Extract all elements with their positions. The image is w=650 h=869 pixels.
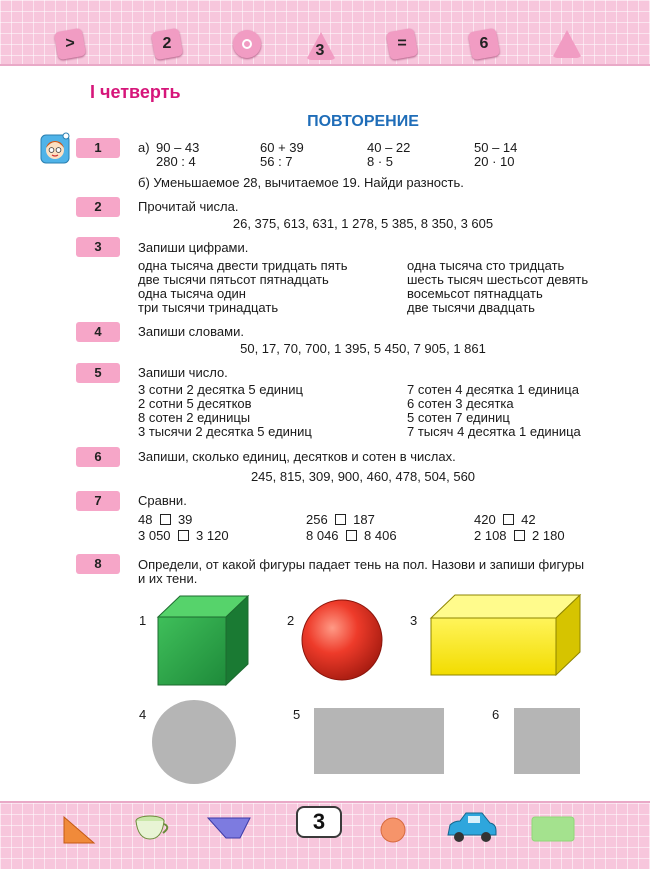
task6-numbers: 245, 815, 309, 900, 460, 478, 504, 560 [250,469,476,484]
list-item: восемьсот пятнадцать [407,286,543,301]
task3-instruction: Запиши цифрами. [138,240,249,255]
compare-box[interactable] [503,514,514,525]
compare-box[interactable] [160,514,171,525]
figure-label: 3 [410,613,418,628]
task-number-5: 5 [76,363,120,383]
list-item: шесть тысяч шестьсот девять [407,272,589,287]
gray-square-shadow [514,708,580,774]
parallelogram-icon [206,815,252,841]
task4-instruction: Запиши словами. [138,324,244,339]
compare-box[interactable] [346,530,357,541]
task7-instruction: Сравни. [138,493,187,508]
task8-instruction-line1: Определи, от какой фигуры падает тень на пол. Назови и запиши фигуры [138,557,585,572]
ball-icon [378,815,408,845]
list-item: две тысячи пятьсот пятнадцать [138,272,329,287]
list-item: 5 сотен 7 единиц [407,410,510,425]
arrow-right-icon: > [56,30,84,58]
compare-pair: 420 42 [474,512,536,527]
expression: 8 · 5 [367,154,394,169]
compare-pair: 3 050 3 120 [138,528,229,543]
car-icon [444,807,500,847]
gray-rectangle-shadow [314,708,444,774]
list-item: одна тысяча двести тридцать пять [138,258,348,273]
list-item: 3 сотни 2 десятка 5 единиц [138,382,303,397]
figure-label: 6 [492,707,500,722]
list-item: одна тысяча один [138,286,246,301]
task-number-3: 3 [76,237,120,257]
task-number-7: 7 [76,491,120,511]
compare-pair: 2 108 2 180 [474,528,565,543]
figures-area [0,590,650,790]
header-band [0,0,650,66]
compare-pair: 256 187 [306,512,375,527]
figure-label: 2 [287,613,295,628]
task5-instruction: Запиши число. [138,365,228,380]
red-sphere [302,600,382,680]
task-number-4: 4 [76,322,120,342]
expression: 50 – 14 [474,140,518,155]
task2-instruction: Прочитай числа. [138,199,239,214]
compare-box[interactable] [178,530,189,541]
task-number-2: 2 [76,197,120,217]
six-icon: 6 [470,30,498,58]
cup-icon [133,811,171,845]
triangle-icon [58,813,98,847]
quarter-heading: I четверть [90,82,181,102]
task-number-6: 6 [76,447,120,467]
equals-icon: = [388,30,416,58]
teacher-icon [40,132,70,164]
three-icon: 3 [306,32,334,60]
section-title: ПОВТОРЕНИЕ [307,113,419,130]
two-icon: 2 [153,30,181,58]
expression: 90 – 43 [156,140,200,155]
list-item: одна тысяча сто тридцать [407,258,565,273]
list-item: 3 тысячи 2 десятка 5 единиц [138,424,312,439]
task1-b-text: б) Уменьшаемое 28, вычитаемое 19. Найди разность. [138,175,464,190]
expression: 40 – 22 [367,140,411,155]
dot-circle-icon [233,30,261,58]
compare-box[interactable] [335,514,346,525]
expression: 20 · 10 [474,154,515,169]
compare-pair: 48 39 [138,512,193,527]
triangle-icon [552,30,580,58]
task-number-1: 1 [76,138,120,158]
list-item: три тысячи тринадцать [138,300,279,315]
list-item: 2 сотни 5 десятков [138,396,252,411]
green-cube [158,596,248,685]
compare-pair: 8 046 8 406 [306,528,397,543]
expression: 280 : 4 [156,154,196,169]
gray-circle-shadow [152,700,236,784]
yellow-box [431,595,580,675]
task8-instruction-line2: и их тени. [138,571,198,586]
task2-numbers: 26, 375, 613, 631, 1 278, 5 385, 8 350, 3 605 [232,216,494,231]
task-number-8: 8 [76,554,120,574]
list-item: 7 тысяч 4 десятка 1 единица [407,424,581,439]
list-item: 6 сотен 3 десятка [407,396,514,411]
list-item: 8 сотен 2 единицы [138,410,251,425]
expression: 60 + 39 [260,140,304,155]
expression: 56 : 7 [260,154,293,169]
task1-a-label: а) [138,140,150,155]
rectangle-icon [530,815,576,843]
compare-box[interactable] [514,530,525,541]
figure-label: 5 [293,707,301,722]
task4-numbers: 50, 17, 70, 700, 1 395, 5 450, 7 905, 1 861 [240,341,486,356]
page-number: 3 [296,806,342,838]
figure-label: 4 [139,707,147,722]
list-item: две тысячи двадцать [407,300,535,315]
list-item: 7 сотен 4 десятка 1 единица [407,382,579,397]
figure-label: 1 [139,613,147,628]
task6-instruction: Запиши, сколько единиц, десятков и сотен в числах. [138,449,456,464]
